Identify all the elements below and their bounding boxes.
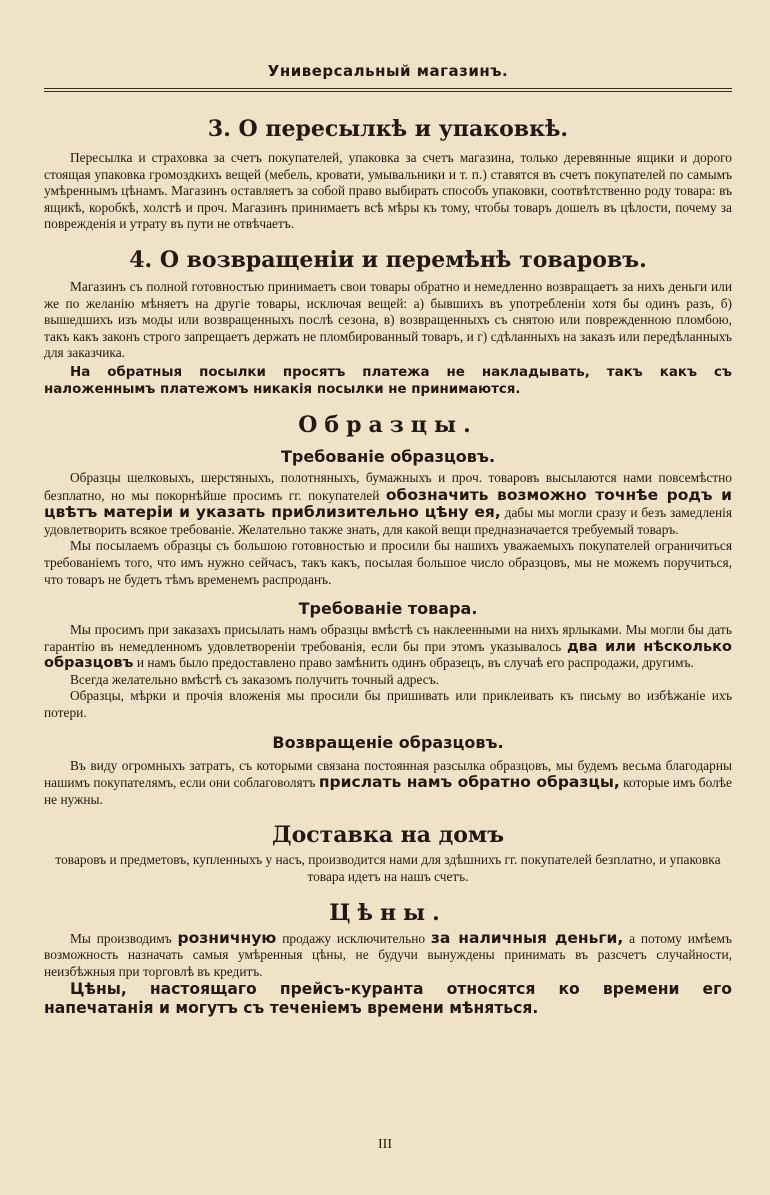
- section-title-shipping: 3. О пересылкѣ и упаковкѣ.: [207, 116, 569, 142]
- sample-return-text-a: Въ виду огромныхъ затратъ, съ которыми связана постоянная разсылка образцовъ, мы будемъ весьма благодарны нашимъ покупателямъ, если они соблаговолятъ: [44, 757, 732, 791]
- subsection-title-sample-return: Возвращеніе образцовъ.: [272, 732, 504, 752]
- prices-text-b: продажу исключительно: [282, 930, 426, 946]
- prices-text-c: а потому имѣемъ возможность назначать самыя умѣренныя цѣны, не будучи вынуждены принимать въ разсчетъ случайности, неизбѣжныя при торговлѣ въ кредитъ.: [44, 930, 732, 979]
- section-samples: [44, 410, 732, 809]
- sample-request-text-a: Образцы шелковыхъ, шерстяныхъ, полотняныхъ, бумажныхъ и проч. товаровъ высылаются нами повсемѣстно безплатно, но мы покорнѣйше просимъ гг. покупателей: [44, 469, 732, 503]
- shipping-paragraph: Пересылка и страховка за счетъ покупателей, упаковка за счетъ магазина, только деревянные ящики и дорого стоящая упаковка громоздкихъ вещей (мебель, кровати, умывальники и т. п.) ставятся въ счетъ покупателей по самымъ умѣреннымъ цѣнамъ. Магазинъ оставляетъ за собой право выбирать способъ упаковки, соотвѣтственно роду товара: въ ящикѣ, коробкѣ, холстѣ и проч. Магазинъ принимаетъ всѣ мѣры къ тому, чтобы товаръ дошелъ въ цѣлости, почему за поврежденія и утрату въ пути не отвѣчаетъ.: [44, 150, 732, 232]
- section-prices: [44, 898, 732, 1019]
- sample-return-text-b: которые имъ болѣе не нужны.: [44, 775, 732, 807]
- returns-cod-note: На обратныя посылки просятъ платежа не накладывать, такъ какъ съ наложеннымъ платежомъ никакія посылки не принимаются.: [44, 364, 732, 397]
- goods-request-text-a: Мы просимъ при заказахъ присылать намъ образцы вмѣстѣ съ наклеенными на нихъ ярлыками. Мы могли бы дать гарантію въ немедленномъ удовлетвореніи требованія, если бы при этомъ указывалось: [44, 622, 732, 654]
- sample-request-text-b: дабы мы могли сразу и безъ замедленія удовлетворить всякое требованіе. Желательно также знать, для какой вещи предназначается требуемый товаръ.: [44, 505, 732, 537]
- section-title-delivery: Доставка на домъ: [272, 822, 504, 849]
- delivery-paragraph: товаровъ и предметовъ, купленныхъ у насъ, производится нами для здѣшнихъ гг. покупателей безплатно, и упаковка товара идетъ на нашъ счетъ.: [55, 852, 721, 885]
- subsection-title-goods-request: Требованіе товара.: [298, 599, 478, 619]
- prices-emphasis-retail: розничную: [177, 928, 277, 947]
- sample-return-paragraph: [44, 758, 732, 809]
- prices-text-a: Мы производимъ: [70, 930, 172, 946]
- running-title: Универсальный магазинъ.: [267, 62, 509, 80]
- prices-paragraph: [44, 930, 732, 981]
- sample-return-emphasis: прислать намъ обратно образцы,: [318, 773, 620, 792]
- goods-request-emphasis: два или нѣсколько образцовъ: [44, 638, 732, 672]
- section-home-delivery: [44, 820, 732, 885]
- sample-request-paragraph-2: Мы посылаемъ образцы съ большою готовностью и просили бы нашихъ уважаемыхъ покупателей ограничиться требованіемъ того, что имъ нужно сейчасъ, такъ какъ, посылая большое число образцовъ, мы не можемъ поручиться, что товаръ не будетъ тѣмъ временемъ распроданъ.: [44, 538, 732, 587]
- sample-request-paragraph: [44, 470, 732, 538]
- goods-request-address-paragraph: Всегда желательно вмѣстѣ съ заказомъ получить точный адресъ.: [70, 671, 439, 687]
- goods-request-paragraph: [44, 622, 732, 672]
- subsection-title-sample-request: Требованіе образцовъ.: [280, 446, 496, 466]
- returns-paragraph: Магазинъ съ полной готовностью принимаетъ свои товары обратно и немедленно возвращаетъ за нихъ деньги или же по желанію мѣняетъ на другіе товары, исключая вещей: а) бывшихъ въ употребленіи хотя бы одинъ разъ, б) вышедшихъ изъ моды или возвращенныхъ послѣ сезона, в) возвращенныхъ съ снятою или поврежденною пломбою, такъ какъ законъ строго запрещаетъ держать не пломбированный товаръ, и г) сдѣланныхъ на заказъ или передѣланныхъ для заказчика.: [44, 278, 732, 361]
- section-returns-exchange: [44, 245, 732, 398]
- goods-request-attachments-paragraph: Образцы, мѣрки и прочія вложенія мы просили бы пришивать или приклеивать къ письму во избѣжаніе ихъ потери.: [44, 688, 732, 721]
- prices-emphasis-cash: за наличныя деньги,: [430, 928, 624, 947]
- sample-request-emphasis: обозначить возможно точнѣе родъ и цвѣтъ матеріи и указать приблизительно цѣну ея,: [44, 485, 732, 522]
- header-double-rule: [44, 88, 732, 92]
- page-number: III: [378, 1137, 392, 1152]
- section-shipping-packing: [44, 114, 732, 233]
- goods-request-text-b: и намъ было предоставлено право замѣнить одинъ образецъ, въ случаѣ его распродажи, другимъ.: [136, 655, 694, 671]
- prices-validity-note: Цѣны, настоящаго прейсъ-куранта относятся ко времени его напечатанія и могутъ съ теченіемъ времени мѣняться.: [44, 980, 732, 1018]
- section-title-returns: 4. О возвращеніи и перемѣнѣ товаровъ.: [129, 246, 647, 273]
- section-title-prices: Цѣны.: [329, 899, 447, 926]
- section-title-samples: Образцы.: [298, 411, 478, 438]
